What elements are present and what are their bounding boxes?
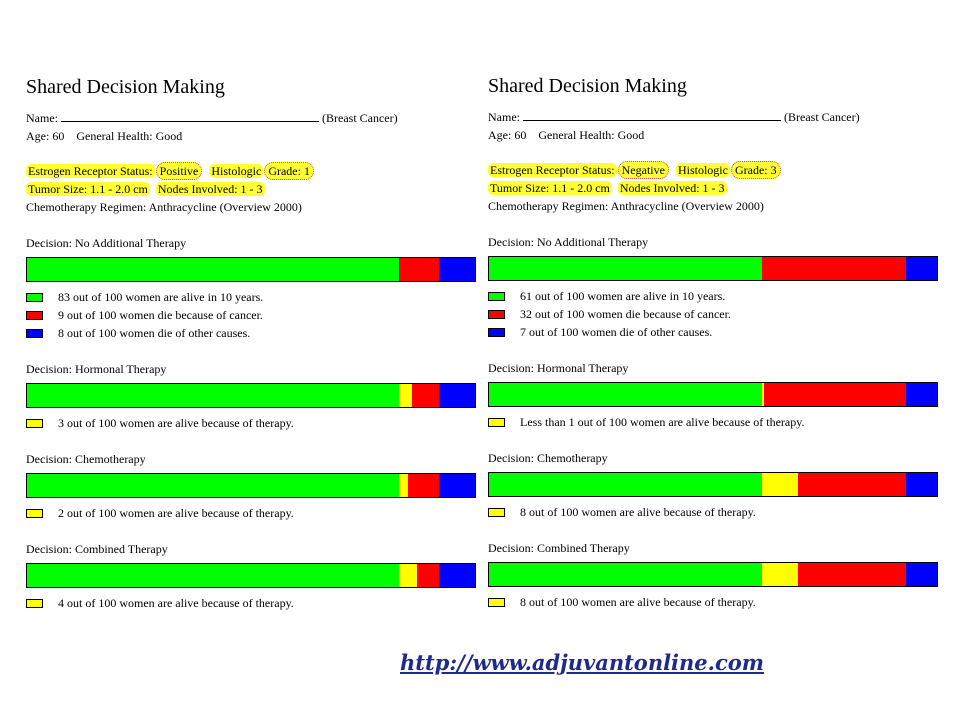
legend-swatch xyxy=(26,293,43,302)
legend-text: 9 out of 100 women die because of cancer. xyxy=(58,307,263,322)
bar-segment-alive xyxy=(489,473,762,496)
er-value: Positive xyxy=(156,162,203,180)
er-label: Estrogen Receptor Status: xyxy=(28,164,153,178)
name-blank xyxy=(523,110,781,121)
therapy-note xyxy=(488,594,756,610)
bar-segment-alive xyxy=(489,257,762,280)
bar-segment-cancer xyxy=(798,563,906,586)
bar-segment-cancer xyxy=(762,257,905,280)
bar-segment-cancer xyxy=(417,564,439,587)
bar-segment-cancer xyxy=(408,474,439,497)
grade-value: Grade: 1 xyxy=(264,162,314,180)
grade-value: Grade: 3 xyxy=(731,161,781,179)
age-label: Age: 60 xyxy=(26,129,65,143)
decision-label: Decision: No Additional Therapy xyxy=(26,236,187,250)
regimen-line: Chemotherapy Regimen: Anthracycline (Overview 2000) xyxy=(488,199,764,213)
er-grade-line xyxy=(488,162,782,178)
adjuvantonline-link[interactable]: http://www.adjuvantonline.com xyxy=(400,650,764,675)
bar-segment-cancer xyxy=(764,383,906,406)
legend-item xyxy=(488,306,731,322)
therapy-swatch xyxy=(26,509,43,518)
name-line xyxy=(26,110,398,126)
decision-label: Decision: Hormonal Therapy xyxy=(26,362,167,376)
nodes-label: Nodes Involved: 1 - 3 xyxy=(157,182,263,196)
panel-title: Shared Decision Making xyxy=(26,76,225,98)
health-label: General Health: Good xyxy=(538,128,645,142)
name-label: Name: xyxy=(26,111,58,125)
health-label: General Health: Good xyxy=(76,129,183,143)
legend-text: 61 out of 100 women are alive in 10 years. xyxy=(520,288,726,303)
decision-label: Decision: Chemotherapy xyxy=(26,452,146,466)
therapy-note xyxy=(488,414,804,430)
bar-segment-other xyxy=(906,257,937,280)
legend-swatch xyxy=(488,328,505,337)
bar-segment-therapy xyxy=(762,563,798,586)
legend-swatch xyxy=(26,329,43,338)
therapy-note-text: 2 out of 100 women are alive because of therapy. xyxy=(58,505,294,520)
legend-swatch xyxy=(26,311,43,320)
bar-segment-other xyxy=(439,474,475,497)
therapy-note xyxy=(26,595,294,611)
bar-segment-other xyxy=(906,473,937,496)
bar-segment-therapy xyxy=(762,473,798,496)
bar-segment-cancer xyxy=(412,384,439,407)
nodes-label: Nodes Involved: 1 - 3 xyxy=(619,181,725,195)
therapy-swatch xyxy=(488,418,505,427)
legend-swatch xyxy=(488,310,505,319)
bar-segment-other xyxy=(439,384,475,407)
bar-segment-other xyxy=(439,564,475,587)
legend-text: 83 out of 100 women are alive in 10 years. xyxy=(58,289,264,304)
decision-label: Decision: Combined Therapy xyxy=(26,542,168,556)
panel-title: Shared Decision Making xyxy=(488,75,687,97)
right-panel xyxy=(488,0,948,640)
legend-text: 32 out of 100 women die because of cancer. xyxy=(520,306,731,321)
decision-label: Decision: Combined Therapy xyxy=(488,541,630,555)
therapy-note xyxy=(488,504,756,520)
legend-item xyxy=(488,288,725,304)
therapy-swatch xyxy=(488,598,505,607)
bar-segment-alive xyxy=(489,383,762,406)
bar-segment-alive xyxy=(27,564,399,587)
outcome-bar xyxy=(488,256,938,281)
bar-segment-cancer xyxy=(798,473,906,496)
tumor-label: Tumor Size: 1.1 - 2.0 cm xyxy=(28,182,148,196)
legend-item xyxy=(26,307,263,323)
legend-text: 8 out of 100 women die of other causes. xyxy=(58,325,251,340)
tumor-nodes-line xyxy=(488,180,727,196)
tumor-nodes-line xyxy=(26,181,265,197)
bar-segment-therapy xyxy=(399,564,417,587)
therapy-swatch xyxy=(488,508,505,517)
therapy-note-text: 8 out of 100 women are alive because of therapy. xyxy=(520,594,756,609)
grade-label: Histologic xyxy=(677,163,728,177)
bar-segment-other xyxy=(906,383,937,406)
bar-segment-other xyxy=(906,563,937,586)
bar-segment-alive xyxy=(27,258,399,281)
disease-label: (Breast Cancer) xyxy=(784,110,860,124)
outcome-bar xyxy=(26,383,476,408)
outcome-bar xyxy=(488,562,938,587)
bar-segment-therapy xyxy=(399,384,412,407)
left-panel xyxy=(26,0,486,640)
legend-swatch xyxy=(488,292,505,301)
bar-segment-alive xyxy=(27,474,399,497)
disease-label: (Breast Cancer) xyxy=(322,111,398,125)
legend-item xyxy=(26,325,250,341)
er-grade-line xyxy=(26,163,315,179)
decision-label: Decision: No Additional Therapy xyxy=(488,235,649,249)
legend-item xyxy=(26,289,263,305)
therapy-swatch xyxy=(26,599,43,608)
age-health-line xyxy=(26,128,182,144)
name-blank xyxy=(61,111,319,122)
age-health-line xyxy=(488,127,644,143)
bar-segment-alive xyxy=(489,563,762,586)
outcome-bar xyxy=(488,382,938,407)
grade-label: Histologic xyxy=(211,164,262,178)
therapy-note-text: 3 out of 100 women are alive because of therapy. xyxy=(58,415,294,430)
legend-item xyxy=(488,324,712,340)
legend-text: 7 out of 100 women die of other causes. xyxy=(520,324,713,339)
age-label: Age: 60 xyxy=(488,128,527,142)
tumor-label: Tumor Size: 1.1 - 2.0 cm xyxy=(490,181,610,195)
therapy-note-text: 8 out of 100 women are alive because of therapy. xyxy=(520,504,756,519)
therapy-note xyxy=(26,505,294,521)
therapy-note-text: Less than 1 out of 100 women are alive because of therapy. xyxy=(520,414,805,429)
therapy-note xyxy=(26,415,294,431)
er-label: Estrogen Receptor Status: xyxy=(490,163,615,177)
therapy-swatch xyxy=(26,419,43,428)
bar-segment-therapy xyxy=(399,474,408,497)
therapy-note-text: 4 out of 100 women are alive because of therapy. xyxy=(58,595,294,610)
outcome-bar xyxy=(26,473,476,498)
decision-label: Decision: Hormonal Therapy xyxy=(488,361,629,375)
name-label: Name: xyxy=(488,110,520,124)
regimen-line: Chemotherapy Regimen: Anthracycline (Overview 2000) xyxy=(26,200,302,214)
name-line xyxy=(488,109,860,125)
bar-segment-cancer xyxy=(399,258,439,281)
er-value: Negative xyxy=(618,161,669,179)
bar-segment-other xyxy=(439,258,475,281)
bar-segment-alive xyxy=(27,384,399,407)
decision-label: Decision: Chemotherapy xyxy=(488,451,608,465)
outcome-bar xyxy=(26,563,476,588)
outcome-bar xyxy=(488,472,938,497)
outcome-bar xyxy=(26,257,476,282)
